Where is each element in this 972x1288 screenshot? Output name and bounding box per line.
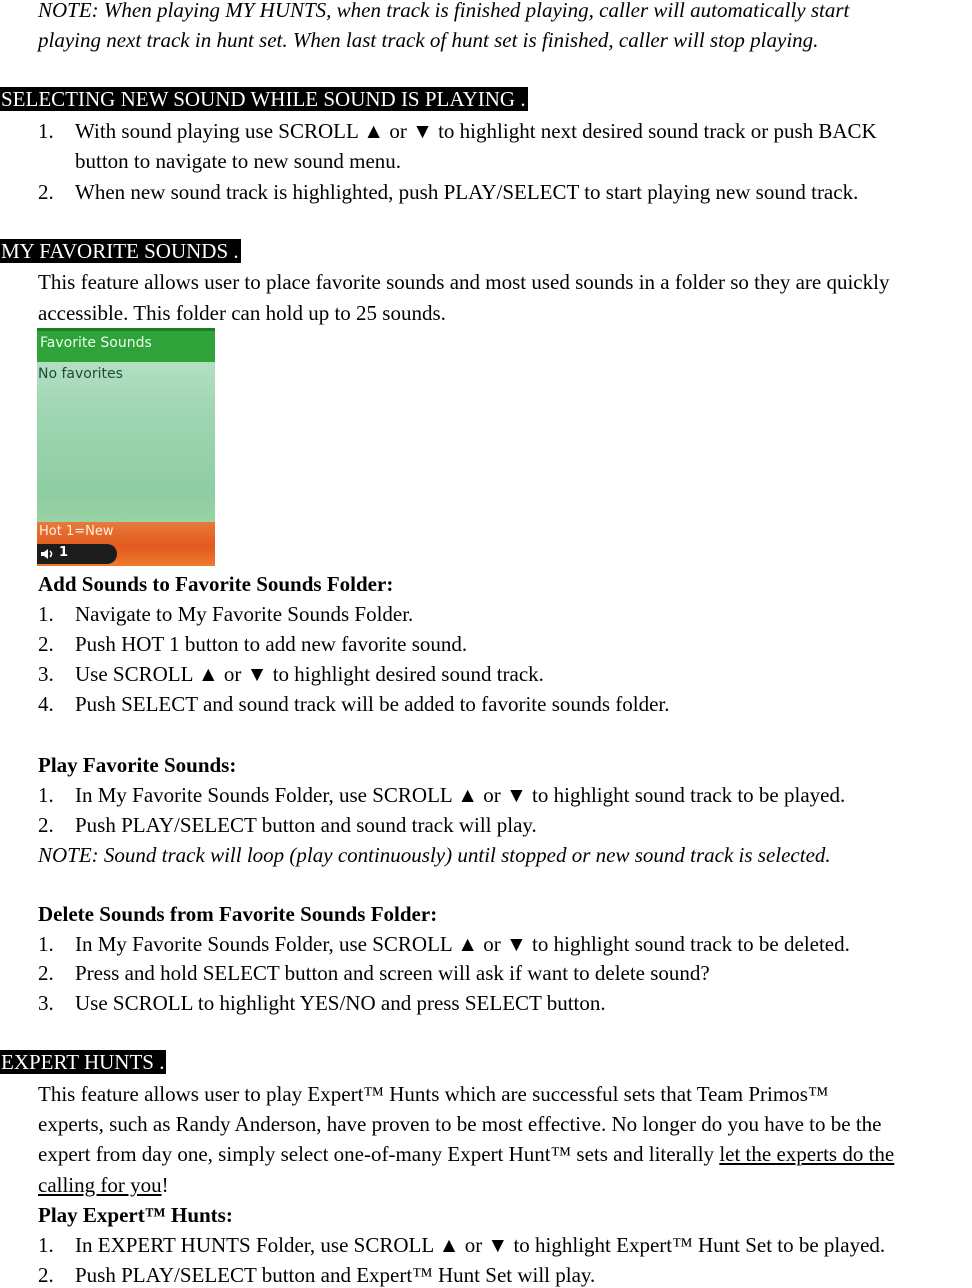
expert-intro-line4 [38,1172,169,1198]
step-text: Push PLAY/SELECT button and Expert™ Hunt Set will play. [75,1263,596,1287]
step-text: Push PLAY/SELECT button and sound track will play. [75,813,537,837]
step-text: Press and hold SELECT button and screen will ask if want to delete sound? [75,961,710,985]
step-number: 2. [38,632,54,656]
screen-status-number: 1 [59,545,69,560]
screen-title: Favorite Sounds [40,335,152,351]
step-number: 1. [38,932,54,956]
step-number: 1. [38,119,54,143]
step-text: Push SELECT and sound track will be added to favorite sounds folder. [75,692,670,716]
step-text: Use SCROLL to highlight YES/NO and press SELECT button. [75,991,606,1015]
step-number: 1. [38,783,54,807]
step-number: 3. [38,991,54,1015]
step-number: 4. [38,692,54,716]
expert-intro-line4-end: ! [161,1173,169,1197]
expert-intro-line2: experts, such as Randy Anderson, have proven to be most effective. No longer do you have to be the [38,1112,882,1136]
step-text: In My Favorite Sounds Folder, use SCROLL ▲ or ▼ to highlight sound track to be deleted. [75,932,850,956]
step-number: 1. [38,1233,54,1257]
screen-empty-message: No favorites [38,366,123,382]
expert-intro-line3-text: expert from day one, simply select one-of-many Expert Hunt™ sets and literally [38,1142,720,1166]
add-sounds-heading: Add Sounds to Favorite Sounds Folder: [38,572,394,596]
step-text: Use SCROLL ▲ or ▼ to highlight desired sound track. [75,662,544,686]
expert-intro-line1: This feature allows user to play Expert™ Hunts which are successful sets that Team Primos™ [38,1082,829,1106]
note-top-line2: playing next track in hunt set. When last track of hunt set is finished, caller will stop playing. [38,28,819,52]
favorite-sounds-screen-image [37,328,215,566]
step-text-continued: button to navigate to new sound menu. [75,149,402,173]
experts-emphasis-text-cont: calling for you [38,1173,162,1197]
step-number: 2. [38,1263,54,1287]
expert-intro-line3 [38,1141,894,1167]
screen-title-bar [37,328,215,362]
step-number: 2. [38,813,54,837]
step-number: 2. [38,961,54,985]
step-number: 3. [38,662,54,686]
play-favorites-heading: Play Favorite Sounds: [38,753,237,777]
play-favorites-note: NOTE: Sound track will loop (play continuously) until stopped or new sound track is selected. [38,843,831,867]
step-text: In My Favorite Sounds Folder, use SCROLL ▲ or ▼ to highlight sound track to be played. [75,783,846,807]
step-number: 1. [38,602,54,626]
section-header-expert: EXPERT HUNTS . [1,1050,165,1074]
step-text: Push HOT 1 button to add new favorite sound. [75,632,468,656]
step-text: In EXPERT HUNTS Folder, use SCROLL ▲ or ▼ to highlight Expert™ Hunt Set to be played. [75,1233,886,1257]
step-text: With sound playing use SCROLL ▲ or ▼ to highlight next desired sound track or push BACK [75,119,877,143]
favorites-intro-line2: accessible. This folder can hold up to 25 sounds. [38,301,446,325]
section-header-selecting: SELECTING NEW SOUND WHILE SOUND IS PLAYING . [1,87,526,111]
delete-sounds-heading: Delete Sounds from Favorite Sounds Folder: [38,902,438,926]
favorites-intro-line1: This feature allows user to place favorite sounds and most used sounds in a folder so they are quickly [38,270,890,294]
speaker-icon [40,547,54,561]
experts-emphasis-text: let the experts do the [719,1142,895,1166]
step-text: When new sound track is highlighted, push PLAY/SELECT to start playing new sound track. [75,180,859,204]
section-header-favorites: MY FAVORITE SOUNDS . [1,239,239,263]
step-text: Navigate to My Favorite Sounds Folder. [75,602,414,626]
screen-status-bar [37,544,117,564]
play-expert-heading: Play Expert™ Hunts: [38,1203,233,1227]
screen-hot-label: Hot 1=New [39,524,114,539]
step-number: 2. [38,180,54,204]
note-top-line1: NOTE: When playing MY HUNTS, when track is finished playing, caller will automatically start [38,0,850,22]
